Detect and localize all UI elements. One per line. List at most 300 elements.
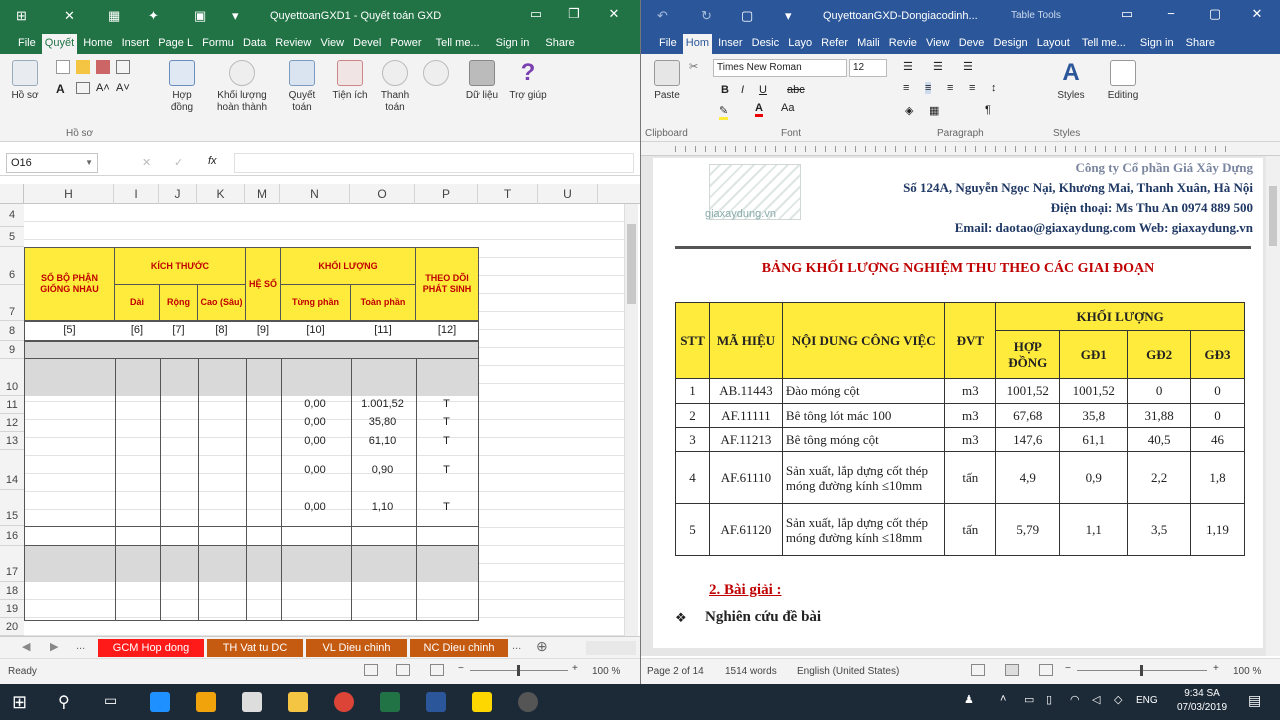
tab-developer[interactable]: Deve xyxy=(958,37,985,49)
row-header[interactable]: 16 xyxy=(0,526,24,546)
phat-sinh-cell[interactable]: T xyxy=(443,435,450,447)
td-noi-dung: Đào móng cột xyxy=(782,379,944,404)
tab-table-layout[interactable]: Layout xyxy=(1036,37,1070,49)
phat-sinh-cell[interactable]: T xyxy=(443,416,450,428)
numbering-icon[interactable]: ☰ xyxy=(933,61,943,73)
justify-icon[interactable]: ≡ xyxy=(969,82,976,94)
tab-mailings[interactable]: Maili xyxy=(857,37,880,49)
company-address: Số 124A, Nguyễn Ngọc Nại, Khương Mai, Thanh Xuân, Hà Nội xyxy=(903,180,1253,195)
normal-view-icon[interactable] xyxy=(364,664,378,676)
logo-text: giaxaydung.vn xyxy=(705,208,776,220)
find-icon xyxy=(1110,60,1136,86)
borders-icon[interactable]: ▦ xyxy=(929,105,940,117)
th-stt: STT xyxy=(676,303,710,379)
clipboard-icon xyxy=(654,60,680,86)
maximize-button[interactable]: ▢ xyxy=(1208,6,1222,21)
header-so-bo-phan: SỐ BỘ PHẬN GIỐNG NHAU xyxy=(24,247,115,321)
undo-icon[interactable]: ↶ xyxy=(657,8,668,23)
ribbon-display-icon[interactable]: ▭ xyxy=(529,6,543,21)
customize-icon[interactable]: ▾ xyxy=(785,8,792,23)
company-name: Công ty Cổ phần Giá Xây Dựng xyxy=(1075,160,1253,175)
ribbon-group-label: Hồ sơ xyxy=(66,128,94,139)
font-size-select[interactable]: 12 xyxy=(849,59,887,77)
td-gd1: 61,1 xyxy=(1060,428,1128,452)
excel-window xyxy=(0,0,640,684)
name-box[interactable]: O16 ▼ xyxy=(6,153,98,173)
du-lieu-button[interactable]: Dữ liệu xyxy=(462,60,502,102)
row-header[interactable]: 4 xyxy=(0,204,24,227)
zoom-level[interactable]: 100 % xyxy=(592,666,621,677)
row-header[interactable]: 18 xyxy=(0,582,24,600)
more-sheets-icon[interactable]: ... xyxy=(76,640,86,652)
ribbon-display-icon[interactable]: ▭ xyxy=(1120,6,1134,21)
tab-home[interactable]: Hom xyxy=(683,34,712,54)
tung-phan-cell[interactable]: 0,00 xyxy=(304,398,326,410)
td-gd2: 3,5 xyxy=(1128,504,1191,556)
tab-layout[interactable]: Layo xyxy=(788,37,813,49)
tab-insert[interactable]: Insert xyxy=(121,37,150,49)
sign-in-link[interactable]: Sign in xyxy=(1139,37,1174,49)
sheet-tab[interactable]: TH Vat tu DC xyxy=(207,639,303,657)
line-spacing-icon[interactable]: ↕ xyxy=(991,82,997,94)
th-hop-dong: HỢP ĐỒNG xyxy=(996,331,1060,379)
change-case-icon[interactable]: Aa xyxy=(781,102,795,114)
tab-developer[interactable]: Devel xyxy=(353,37,382,49)
help-icon: ? xyxy=(520,59,536,86)
td-ma: AF.61110 xyxy=(709,452,782,504)
task-view-icon[interactable]: ▭ xyxy=(104,692,118,708)
row-header[interactable]: 10 xyxy=(0,359,24,396)
customize-icon[interactable]: ▾ xyxy=(232,8,239,23)
tung-phan-cell[interactable]: 0,00 xyxy=(304,435,326,447)
clock-time: 9:34 SA xyxy=(1184,688,1220,699)
header-kich-thuoc: KÍCH THƯỚC xyxy=(114,247,246,285)
index-cell[interactable]: [7] xyxy=(172,324,185,336)
edge-icon[interactable] xyxy=(150,692,170,712)
prev-sheet-icon[interactable]: ◀ xyxy=(22,641,31,653)
header-rong: Rộng xyxy=(159,284,198,321)
people-icon[interactable]: ♟ xyxy=(964,694,974,706)
tung-phan-cell[interactable]: 0,00 xyxy=(304,464,326,476)
word-taskbar-icon[interactable] xyxy=(426,692,446,712)
select-all-corner[interactable] xyxy=(0,184,24,204)
word-ribbon-tabs xyxy=(641,34,1280,54)
tab-table-design[interactable]: Design xyxy=(993,37,1028,49)
col-m[interactable]: M xyxy=(245,184,280,204)
index-cell[interactable]: [10] xyxy=(306,324,325,336)
shading-icon[interactable]: ◈ xyxy=(905,105,914,117)
zoom-slider[interactable] xyxy=(1077,670,1207,671)
td-stt: 2 xyxy=(676,404,710,428)
khoi-luong-button[interactable]: Khối lượng hoàn thành xyxy=(208,60,276,114)
align-center-icon[interactable]: ≡ xyxy=(925,82,932,94)
align-left-icon[interactable]: ≡ xyxy=(903,82,910,94)
read-mode-icon[interactable] xyxy=(971,664,985,676)
toan-phan-cell[interactable]: 0,90 xyxy=(371,464,394,476)
tab-review[interactable]: Review xyxy=(275,37,312,49)
phat-sinh-cell[interactable]: T xyxy=(443,398,450,410)
styles-button[interactable]: A Styles xyxy=(1057,59,1085,101)
tab-page-layout[interactable]: Page L xyxy=(158,37,194,49)
styles-icon: A xyxy=(1062,59,1080,86)
close-button[interactable]: ✕ xyxy=(1251,6,1263,21)
horizontal-ruler[interactable] xyxy=(641,142,1280,156)
td-gd1: 35,8 xyxy=(1060,404,1128,428)
horizontal-scrollbar[interactable] xyxy=(586,641,636,655)
paste-button[interactable]: Paste xyxy=(649,60,685,102)
td-ma: AB.11443 xyxy=(709,379,782,404)
td-gd2: 40,5 xyxy=(1128,428,1191,452)
file-explorer-icon[interactable] xyxy=(288,692,308,712)
restore-button[interactable]: ❐ xyxy=(568,6,580,21)
zoom-in-icon[interactable]: + xyxy=(572,663,578,674)
tab-view[interactable]: View xyxy=(320,37,345,49)
cut-icon[interactable]: ✂ xyxy=(689,61,699,73)
open-folder-icon[interactable] xyxy=(76,60,90,74)
font-a-icon[interactable]: A xyxy=(56,82,65,96)
index-cell[interactable]: [8] xyxy=(215,324,228,336)
scroll-thumb[interactable] xyxy=(1269,186,1277,246)
tab-home[interactable]: Home xyxy=(83,37,113,49)
td-ma: AF.11213 xyxy=(709,428,782,452)
row-header[interactable]: 13 xyxy=(0,432,24,450)
volume-table[interactable] xyxy=(675,302,1245,556)
ho-so-button[interactable]: Hồ sơ xyxy=(8,60,42,102)
company-email: Email: daotao@giaxaydung.com Web: giaxaydung.vn xyxy=(954,220,1253,235)
hop-dong-button[interactable]: Hợp đồng xyxy=(160,60,204,114)
row-header[interactable]: 17 xyxy=(0,546,24,582)
td-dvt: tấn xyxy=(945,504,996,556)
tro-giup-button[interactable]: ? Trợ giúp xyxy=(509,59,547,101)
toan-phan-cell[interactable]: 35,80 xyxy=(368,416,397,428)
col-u[interactable]: U xyxy=(538,184,598,204)
formula-bar xyxy=(0,150,640,176)
th-ma-hieu: MÃ HIỆU xyxy=(709,303,782,379)
td-hop-dong: 1001,52 xyxy=(996,379,1060,404)
formula-input[interactable] xyxy=(234,153,634,173)
chevron-down-icon: ▼ xyxy=(85,158,93,167)
th-khoi-luong: KHỐI LƯỢNG xyxy=(996,303,1245,331)
table-icon[interactable] xyxy=(76,82,90,94)
table-row[interactable] xyxy=(676,379,1245,404)
tien-ich-button[interactable]: Tiện ích xyxy=(330,60,370,102)
close-button[interactable]: ✕ xyxy=(608,6,620,21)
font-color-icon[interactable]: A xyxy=(755,102,763,117)
word-status-bar xyxy=(641,658,1280,684)
header-toan-phan: Toàn phần xyxy=(350,284,416,321)
tell-me-input[interactable]: Tell me... xyxy=(435,37,480,49)
index-cell[interactable]: [5] xyxy=(63,324,76,336)
index-cell[interactable]: [6] xyxy=(130,324,144,336)
table-row[interactable] xyxy=(676,428,1245,452)
save-file-icon[interactable] xyxy=(96,60,110,74)
web-layout-icon[interactable] xyxy=(1039,664,1053,676)
store-icon[interactable] xyxy=(196,692,216,712)
bullets-icon[interactable]: ☰ xyxy=(903,61,913,73)
tab-file[interactable]: File xyxy=(659,37,677,49)
tab-view[interactable]: View xyxy=(925,37,950,49)
sheet-tab[interactable]: VL Dieu chinh xyxy=(306,639,407,657)
row-header[interactable]: 12 xyxy=(0,414,24,432)
vertical-scrollbar[interactable] xyxy=(1266,156,1280,656)
td-hop-dong: 5,79 xyxy=(996,504,1060,556)
td-gd1: 0,9 xyxy=(1060,452,1128,504)
add-sheet-icon[interactable]: ⊕ xyxy=(536,638,548,654)
table-row[interactable] xyxy=(676,504,1245,556)
td-noi-dung: Sản xuất, lắp dựng cốt thép móng đường kính ≤10mm xyxy=(782,452,944,504)
col-k[interactable]: K xyxy=(197,184,245,204)
sign-in-link[interactable]: Sign in xyxy=(495,37,530,49)
thanh-toan-button[interactable]: Thanh toán xyxy=(374,60,416,114)
td-gd1: 1,1 xyxy=(1060,504,1128,556)
zoom-slider[interactable] xyxy=(470,670,568,671)
share-button[interactable]: Share xyxy=(545,37,575,49)
windows-start-icon[interactable]: ⊞ xyxy=(12,692,28,712)
redo-icon[interactable]: ↻ xyxy=(701,8,712,23)
zoom-thumb[interactable] xyxy=(517,665,520,676)
new-doc-icon[interactable]: ▢ xyxy=(741,8,754,23)
index-cell[interactable]: [9] xyxy=(256,324,270,336)
td-dvt: m3 xyxy=(945,404,996,428)
excel-window-title: QuyettoanGXD1 - Quyết toán GXD xyxy=(270,10,442,22)
battery-icon[interactable]: ▯ xyxy=(1046,694,1053,706)
editing-button[interactable]: Editing xyxy=(1101,60,1145,102)
grid-icon[interactable]: ▦ xyxy=(108,8,121,23)
status-page[interactable]: Page 2 of 14 xyxy=(647,666,704,677)
italic-icon[interactable]: I xyxy=(741,84,745,96)
notifications-icon[interactable]: ▤ xyxy=(1248,692,1262,708)
tab-data[interactable]: Data xyxy=(242,37,267,49)
col-h[interactable]: H xyxy=(24,184,114,204)
highlight-icon[interactable]: ✎ xyxy=(719,104,728,120)
th-noi-dung: NỘI DUNG CÔNG VIỆC xyxy=(782,303,944,379)
mail-icon[interactable] xyxy=(242,692,262,712)
company-phone: Điện thoại: Ms Thu An 0974 889 500 xyxy=(1050,200,1253,215)
row-header[interactable]: 15 xyxy=(0,490,24,526)
toan-phan-cell[interactable]: 1.001,52 xyxy=(361,398,404,410)
table-row[interactable] xyxy=(676,452,1245,504)
next-sheet-icon[interactable]: ▶ xyxy=(50,641,59,653)
ime-icon[interactable]: ◇ xyxy=(1114,694,1123,706)
td-noi-dung: Bê tông lót mác 100 xyxy=(782,404,944,428)
tab-formulas[interactable]: Formu xyxy=(202,37,234,49)
small-icons-group xyxy=(56,60,136,120)
circle-icon xyxy=(423,60,449,86)
col-o[interactable]: O xyxy=(350,184,415,204)
payment-icon xyxy=(382,60,408,86)
zoom-level[interactable]: 100 % xyxy=(1233,666,1262,677)
database-icon xyxy=(469,60,495,86)
td-gd3: 46 xyxy=(1191,428,1245,452)
table-tools-label: Table Tools xyxy=(1011,10,1061,21)
multilevel-icon[interactable]: ☰ xyxy=(963,61,973,73)
phat-sinh-cell[interactable]: T xyxy=(443,464,450,476)
zoom-in-icon[interactable]: + xyxy=(1213,663,1219,674)
header-dai: Dài xyxy=(114,284,160,321)
enter-icon[interactable]: ✓ xyxy=(174,157,184,169)
volume-icon[interactable]: ◁ xyxy=(1092,694,1101,706)
td-gd2: 31,88 xyxy=(1128,404,1191,428)
tung-phan-cell[interactable]: 0,00 xyxy=(304,501,326,513)
excel-status-bar xyxy=(0,658,640,684)
row-header[interactable]: 11 xyxy=(0,396,24,414)
minimize-button[interactable]: − xyxy=(1167,6,1175,21)
contract-icon xyxy=(169,60,195,86)
sheet-tab[interactable]: NC Dieu chinh xyxy=(410,639,508,657)
ruler-ticks xyxy=(675,146,1235,152)
row-header[interactable]: 19 xyxy=(0,600,24,618)
td-dvt: tấn xyxy=(945,452,996,504)
shrink-font-icon[interactable]: A˅ xyxy=(116,82,130,94)
tab-review[interactable]: Revie xyxy=(888,37,917,49)
tab-design[interactable]: Desic xyxy=(751,37,780,49)
tab-power[interactable]: Power xyxy=(390,37,422,49)
excel-app-icon[interactable]: ⊞ xyxy=(16,8,27,23)
house-icon xyxy=(12,60,38,86)
network-icon[interactable]: ▭ xyxy=(1024,694,1035,706)
document-title: BẢNG KHỐI LƯỢNG NGHIỆM THU THEO CÁC GIAI ĐOẠN xyxy=(761,261,1155,276)
page-break-icon[interactable] xyxy=(430,664,444,676)
column-headers xyxy=(0,184,640,204)
more-sheets-icon[interactable]: ... xyxy=(512,640,522,652)
quyet-toan-button[interactable]: Quyết toán xyxy=(282,60,322,114)
col-t[interactable]: T xyxy=(478,184,538,204)
tell-me-input[interactable]: Tell me... xyxy=(1081,37,1126,49)
col-i[interactable]: I xyxy=(114,184,159,204)
td-stt: 1 xyxy=(676,379,710,404)
header-he-so: HỆ SỐ xyxy=(245,247,281,321)
td-stt: 4 xyxy=(676,452,710,504)
excel-ribbon xyxy=(0,54,640,142)
sticky-notes-icon[interactable] xyxy=(472,692,492,712)
row-header[interactable]: 8 xyxy=(0,321,24,341)
page-layout-icon[interactable] xyxy=(396,664,410,676)
row-header[interactable]: 6 xyxy=(0,247,24,285)
word-titlebar xyxy=(641,0,1280,34)
td-gd2: 2,2 xyxy=(1128,452,1191,504)
th-gd2: GĐ2 xyxy=(1128,331,1191,379)
group-styles: Styles xyxy=(1053,128,1081,139)
pilcrow-icon[interactable]: ¶ xyxy=(985,104,991,116)
document-page[interactable] xyxy=(653,158,1263,648)
td-gd1: 1001,52 xyxy=(1060,379,1128,404)
row-header[interactable]: 20 xyxy=(0,618,24,636)
sheet-tab[interactable]: GCM Hop dong xyxy=(98,639,204,657)
td-gd3: 0 xyxy=(1191,404,1245,428)
header-khoi-luong: KHỐI LƯỢNG xyxy=(280,247,416,285)
row-header[interactable]: 14 xyxy=(0,450,24,490)
td-hop-dong: 4,9 xyxy=(996,452,1060,504)
tab-references[interactable]: Refer xyxy=(821,37,849,49)
section-heading: 2. Bài giải : xyxy=(709,582,782,598)
utilities-icon xyxy=(337,60,363,86)
show-hidden-icon[interactable]: ˄ xyxy=(1000,693,1007,705)
share-button[interactable]: Share xyxy=(1185,37,1215,49)
td-gd2: 0 xyxy=(1128,379,1191,404)
cancel-icon[interactable]: ✕ xyxy=(142,157,152,169)
status-ready: Ready xyxy=(8,666,37,677)
status-words[interactable]: 1514 words xyxy=(725,666,777,677)
scroll-thumb[interactable] xyxy=(627,224,636,304)
bullet-diamond-icon: ❖ xyxy=(675,610,687,625)
strikethrough-icon[interactable]: abc xyxy=(787,84,805,96)
th-dvt: ĐVT xyxy=(945,303,996,379)
excel-titlebar xyxy=(0,0,640,34)
new-file-icon[interactable] xyxy=(56,60,70,74)
align-right-icon[interactable]: ≡ xyxy=(947,82,954,94)
tab-quyet[interactable]: Quyết xyxy=(42,34,77,54)
row-header[interactable]: 7 xyxy=(0,285,24,321)
tab-file[interactable]: File xyxy=(18,37,36,49)
function-icon[interactable]: fx xyxy=(208,155,217,167)
grow-font-icon[interactable]: A˄ xyxy=(96,82,110,94)
toan-phan-cell[interactable]: 1,10 xyxy=(371,501,394,513)
word-window-title: QuyettoanGXD-Dongiacodinh... xyxy=(823,10,978,22)
tab-insert[interactable]: Inser xyxy=(718,37,743,49)
clock-date: 07/03/2019 xyxy=(1176,702,1228,713)
group-clipboard: Clipboard xyxy=(645,128,688,139)
td-hop-dong: 147,6 xyxy=(996,428,1060,452)
zoom-out-icon[interactable]: − xyxy=(1065,663,1071,674)
zoom-out-icon[interactable]: − xyxy=(458,663,464,674)
font-name-select[interactable]: Times New Roman xyxy=(713,59,847,77)
index-cell[interactable]: [12] xyxy=(437,324,457,336)
phat-sinh-cell[interactable]: T xyxy=(443,501,450,513)
close-file-icon[interactable]: ✕ xyxy=(64,8,75,23)
wifi-icon[interactable]: ◠ xyxy=(1070,694,1080,706)
td-noi-dung: Sản xuất, lắp dựng cốt thép móng đường kính ≤18mm xyxy=(782,504,944,556)
th-gd1: GĐ1 xyxy=(1060,331,1128,379)
row-header[interactable]: 5 xyxy=(0,227,24,247)
group-row[interactable] xyxy=(24,341,479,359)
header-cao: Cao (Sâu) xyxy=(197,284,246,321)
underline-icon[interactable]: U xyxy=(759,84,767,96)
td-gd3: 1,8 xyxy=(1191,452,1245,504)
tools-icon[interactable]: ✦ xyxy=(148,8,159,23)
zoom-thumb[interactable] xyxy=(1140,665,1143,676)
tung-phan-cell[interactable]: 0,00 xyxy=(304,416,326,428)
col-n[interactable]: N xyxy=(280,184,350,204)
app-icon[interactable] xyxy=(518,692,538,712)
language-indicator[interactable]: ENG xyxy=(1136,695,1158,706)
clock[interactable] xyxy=(1172,687,1232,715)
blank-ribbon-button[interactable] xyxy=(422,60,450,90)
chrome-icon[interactable] xyxy=(334,692,354,712)
index-cell[interactable]: [11] xyxy=(374,324,392,336)
save-icon[interactable]: ▣ xyxy=(194,8,207,23)
table-row[interactable] xyxy=(676,404,1245,428)
print-layout-icon[interactable] xyxy=(1005,664,1019,676)
group-font: Font xyxy=(781,128,802,139)
col-p[interactable]: P xyxy=(415,184,478,204)
col-j[interactable]: J xyxy=(159,184,197,204)
volume-icon xyxy=(229,60,255,86)
td-stt: 3 xyxy=(676,428,710,452)
vertical-scrollbar[interactable] xyxy=(624,204,638,636)
excel-ribbon-tabs xyxy=(0,34,640,54)
sheet-tabs-bar xyxy=(0,636,640,658)
bold-icon[interactable]: B xyxy=(721,84,729,96)
status-language[interactable]: English (United States) xyxy=(797,666,900,677)
td-ma: AF.61120 xyxy=(709,504,782,556)
excel-taskbar-icon[interactable] xyxy=(380,692,400,712)
copy-icon[interactable] xyxy=(116,60,130,74)
toan-phan-cell[interactable]: 61,10 xyxy=(368,435,397,447)
header-rule xyxy=(675,246,1251,249)
search-icon[interactable]: ⚲ xyxy=(58,694,70,711)
td-stt: 5 xyxy=(676,504,710,556)
row-header[interactable]: 9 xyxy=(0,341,24,359)
